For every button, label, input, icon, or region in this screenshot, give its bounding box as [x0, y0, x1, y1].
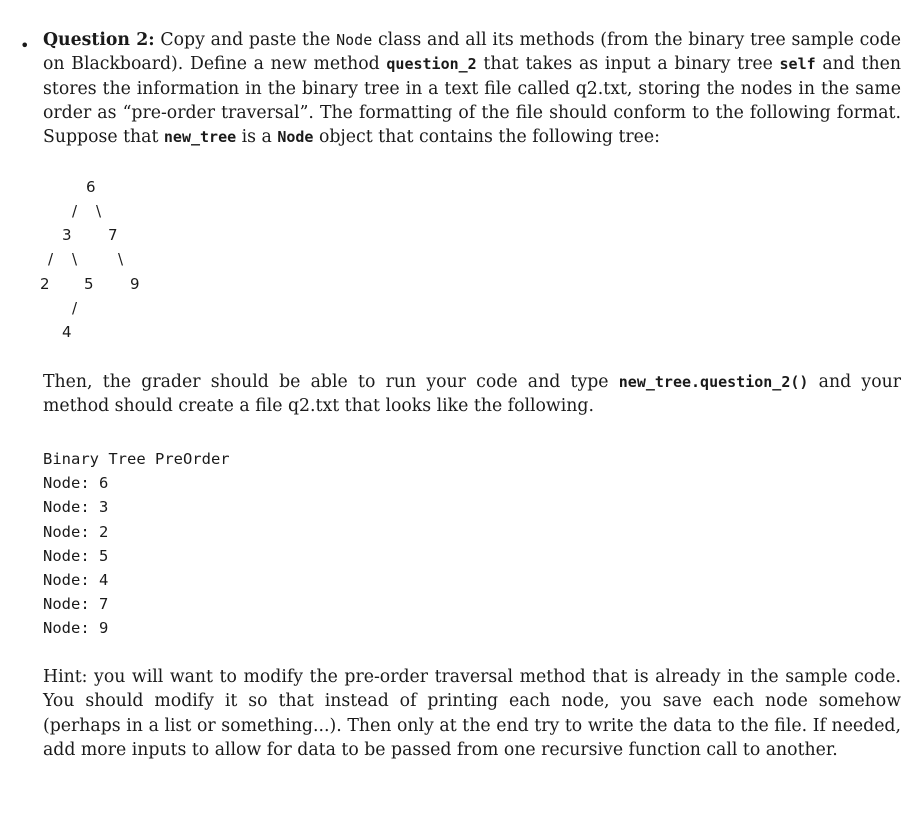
output-line: Node: 5 — [43, 546, 109, 565]
output-header: Binary Tree PreOrder — [43, 450, 230, 468]
output-line: Node: 3 — [43, 498, 109, 517]
then-paragraph — [43, 370, 901, 419]
code-method-name: question_2 — [386, 55, 477, 74]
tree-node-3: 3 — [62, 226, 72, 244]
code-node-object: Node — [277, 128, 314, 147]
tree-edge-3-2: / — [48, 250, 54, 268]
question-text-1: Copy and paste the — [154, 30, 337, 50]
tree-edge-3-5: \ — [72, 250, 78, 268]
code-node-class: Node — [336, 31, 373, 49]
question-text-4: and then stores the information in the binary tree in a text file called q2.txt, storing the nodes in the same order as “pre-order traversal”. The formatting of the file should conform to the following format. Suppose that — [43, 54, 901, 148]
code-new-tree: new_tree — [163, 128, 237, 147]
output-line: Node: 2 — [43, 522, 109, 541]
output-line: Node: 9 — [43, 619, 109, 638]
tree-node-9: 9 — [130, 275, 140, 293]
tree-node-2: 2 — [40, 275, 50, 293]
output-line: Node: 4 — [43, 571, 109, 590]
tree-node-7: 7 — [108, 226, 118, 244]
code-method-call: new_tree.question_2() — [618, 373, 809, 391]
question-text-3: that takes as input a binary tree — [476, 54, 780, 75]
tree-edge-6-3: / — [72, 202, 78, 220]
output-line: Node: 7 — [43, 595, 109, 614]
tree-node-6: 6 — [86, 178, 96, 196]
question-text-2: class and all its methods (from the binary tree sample code on Blackboard). Define a new method — [43, 30, 901, 75]
tree-node-5: 5 — [84, 275, 94, 293]
code-self: self — [779, 55, 816, 74]
question-text-6: object that contains the following tree: — [313, 127, 660, 148]
tree-edge-5-4: / — [72, 299, 78, 317]
output-line: Node: 6 — [43, 474, 109, 493]
tree-edge-6-7: \ — [96, 202, 102, 220]
hint-paragraph: Hint: you will want to modify the pre-order traversal method that is already in the sample code. You should modify it so that instead of printing each node, you save each node somehow (perhaps in a list or something...). Then only at the end try to write the data to the file. If needed, add more inputs to allow for data to be passed from one recursive function call to another. — [43, 667, 901, 760]
question-label: Question 2: — [43, 30, 155, 50]
then-text-2: and your method should create a file q2.txt that looks like the following. — [43, 372, 901, 417]
then-text-1: Then, the grader should be able to run your code and type — [43, 372, 619, 392]
question-text-5: is a — [236, 127, 278, 148]
tree-node-4: 4 — [62, 323, 72, 341]
bullet-marker: • — [20, 36, 30, 55]
file-output-block — [43, 447, 230, 641]
tree-edge-7-9: \ — [118, 250, 124, 268]
